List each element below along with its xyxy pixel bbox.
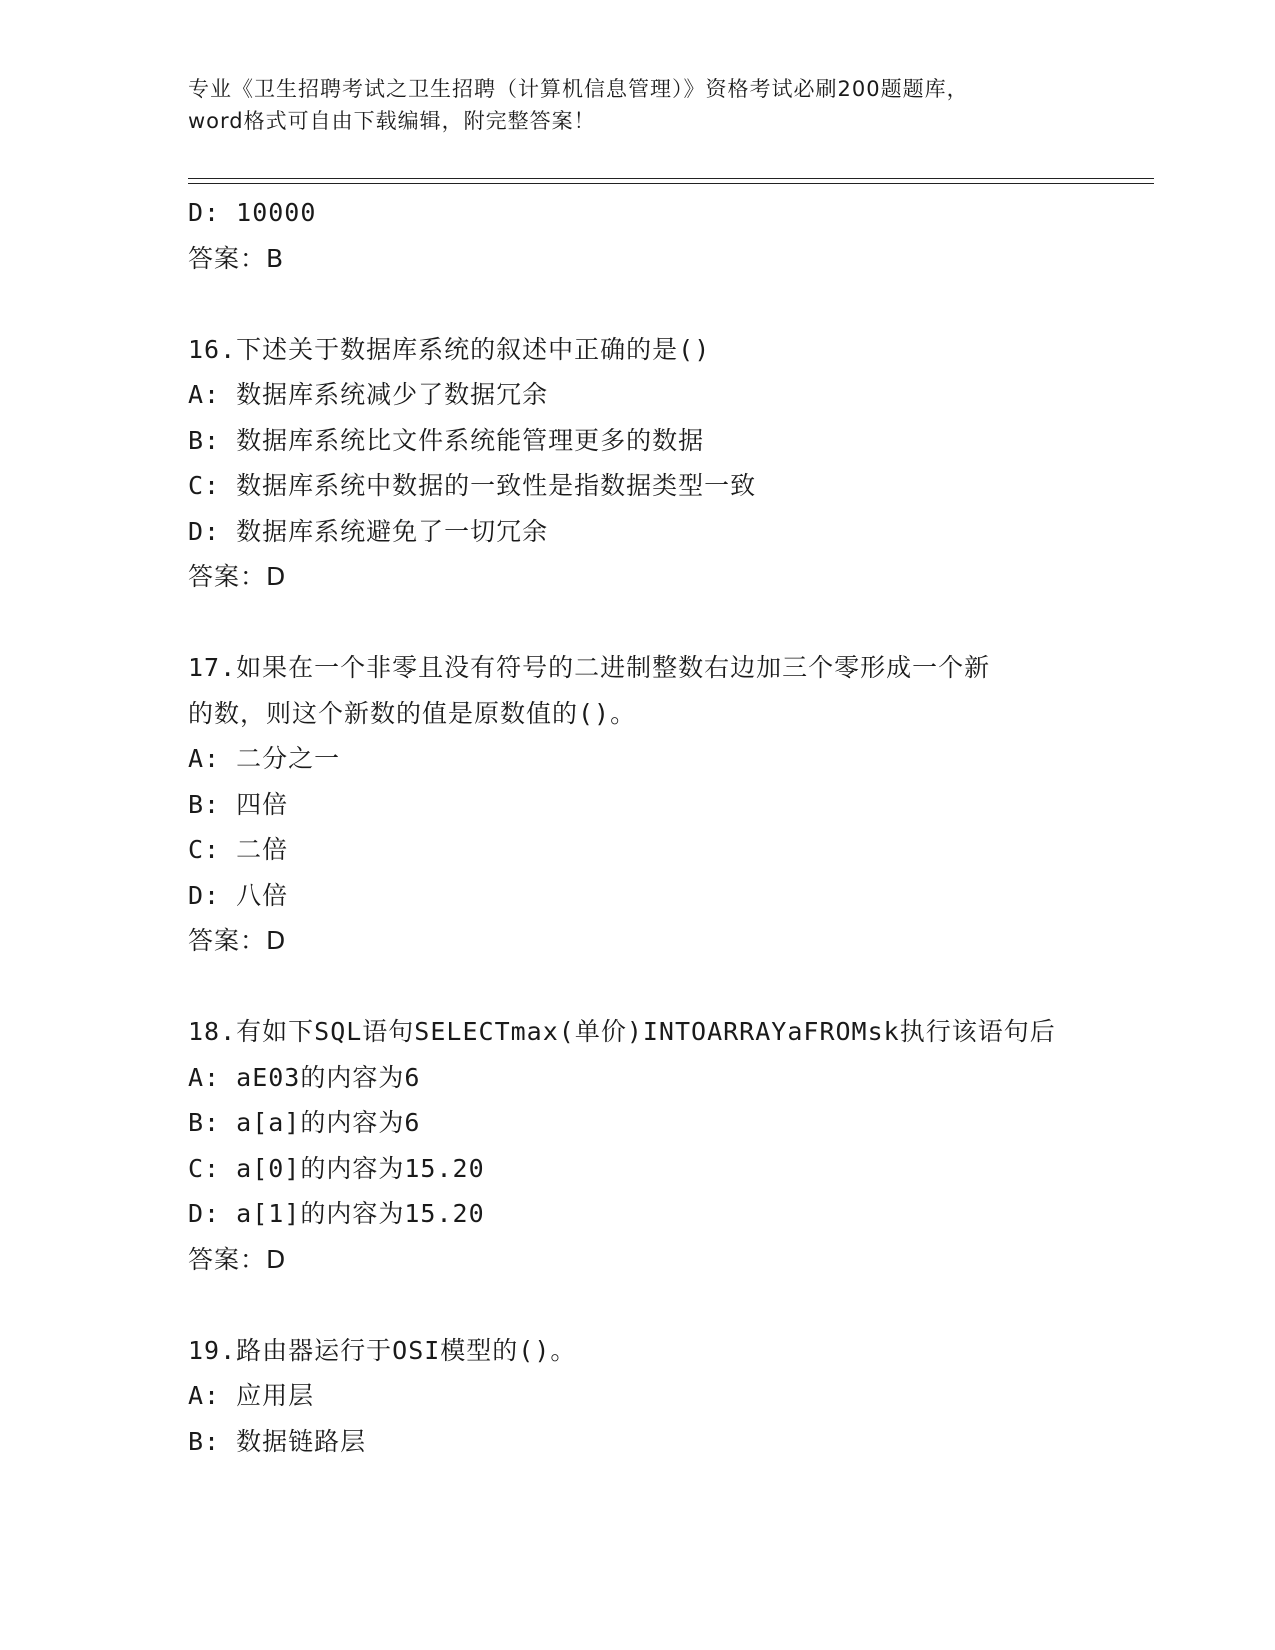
spacer — [188, 1282, 1088, 1328]
header-title-line-1: 专业《卫生招聘考试之卫生招聘（计算机信息管理）》资格考试必刷200题题库， — [188, 77, 969, 101]
question-17-option-c: C: 二倍 — [188, 835, 289, 864]
question-17-option-a: A: 二分之一 — [188, 744, 341, 773]
prev-answer: 答案：B — [188, 243, 285, 273]
question-number: 17. — [188, 653, 237, 682]
question-16-stem — [188, 327, 1088, 373]
question-text: 如果在一个非零且没有符号的二进制整数右边加三个零形成一个新 — [236, 653, 991, 682]
header-title-line-2: word格式可自由下载编辑，附完整答案！ — [188, 109, 596, 133]
question-16-option-b: B: 数据库系统比文件系统能管理更多的数据 — [188, 425, 705, 455]
question-text: 路由器运行于OSI模型的()。 — [236, 1335, 577, 1365]
question-19-option-b: B: 数据链路层 — [188, 1426, 367, 1456]
question-19-stem — [188, 1328, 1088, 1374]
question-number: 18. — [188, 1017, 237, 1046]
question-17-stem — [188, 645, 1088, 691]
question-number: 19. — [188, 1335, 237, 1365]
question-17-answer: 答案：D — [188, 926, 287, 955]
question-text: 下述关于数据库系统的叙述中正确的是() — [236, 334, 711, 364]
header-divider-top — [188, 178, 1154, 179]
question-18-option-c: C: a[0]的内容为15.20 — [188, 1153, 485, 1183]
question-number: 16. — [188, 334, 237, 364]
question-17-option-d: D: 八倍 — [188, 880, 289, 910]
spacer — [188, 964, 1088, 1010]
question-18-stem — [188, 1009, 1088, 1055]
question-19-option-a: A: 应用层 — [188, 1381, 315, 1410]
question-17-stem-continued: 的数，则这个新数的值是原数值的()。 — [188, 698, 637, 728]
question-17-option-b: B: 四倍 — [188, 789, 289, 819]
document-header — [188, 73, 1088, 137]
header-divider-bottom — [188, 183, 1154, 184]
question-16-option-c: C: 数据库系统中数据的一致性是指数据类型一致 — [188, 471, 757, 500]
question-18-answer: 答案：D — [188, 1244, 287, 1274]
question-16-option-a: A: 数据库系统减少了数据冗余 — [188, 380, 549, 409]
question-18-option-d: D: a[1]的内容为15.20 — [188, 1199, 485, 1228]
question-16-option-d: D: 数据库系统避免了一切冗余 — [188, 516, 549, 546]
spacer — [188, 281, 1088, 327]
question-text: 有如下SQL语句SELECTmax(单价)INTOARRAYaFROMsk执行该语句后 — [236, 1017, 1056, 1046]
question-16-answer: 答案：D — [188, 562, 287, 591]
prev-option-d: D: 10000 — [188, 198, 317, 227]
question-18-option-b: B: a[a]的内容为6 — [188, 1108, 421, 1137]
question-list — [188, 190, 1088, 1464]
spacer — [188, 600, 1088, 646]
question-18-option-a: A: aE03的内容为6 — [188, 1062, 421, 1092]
